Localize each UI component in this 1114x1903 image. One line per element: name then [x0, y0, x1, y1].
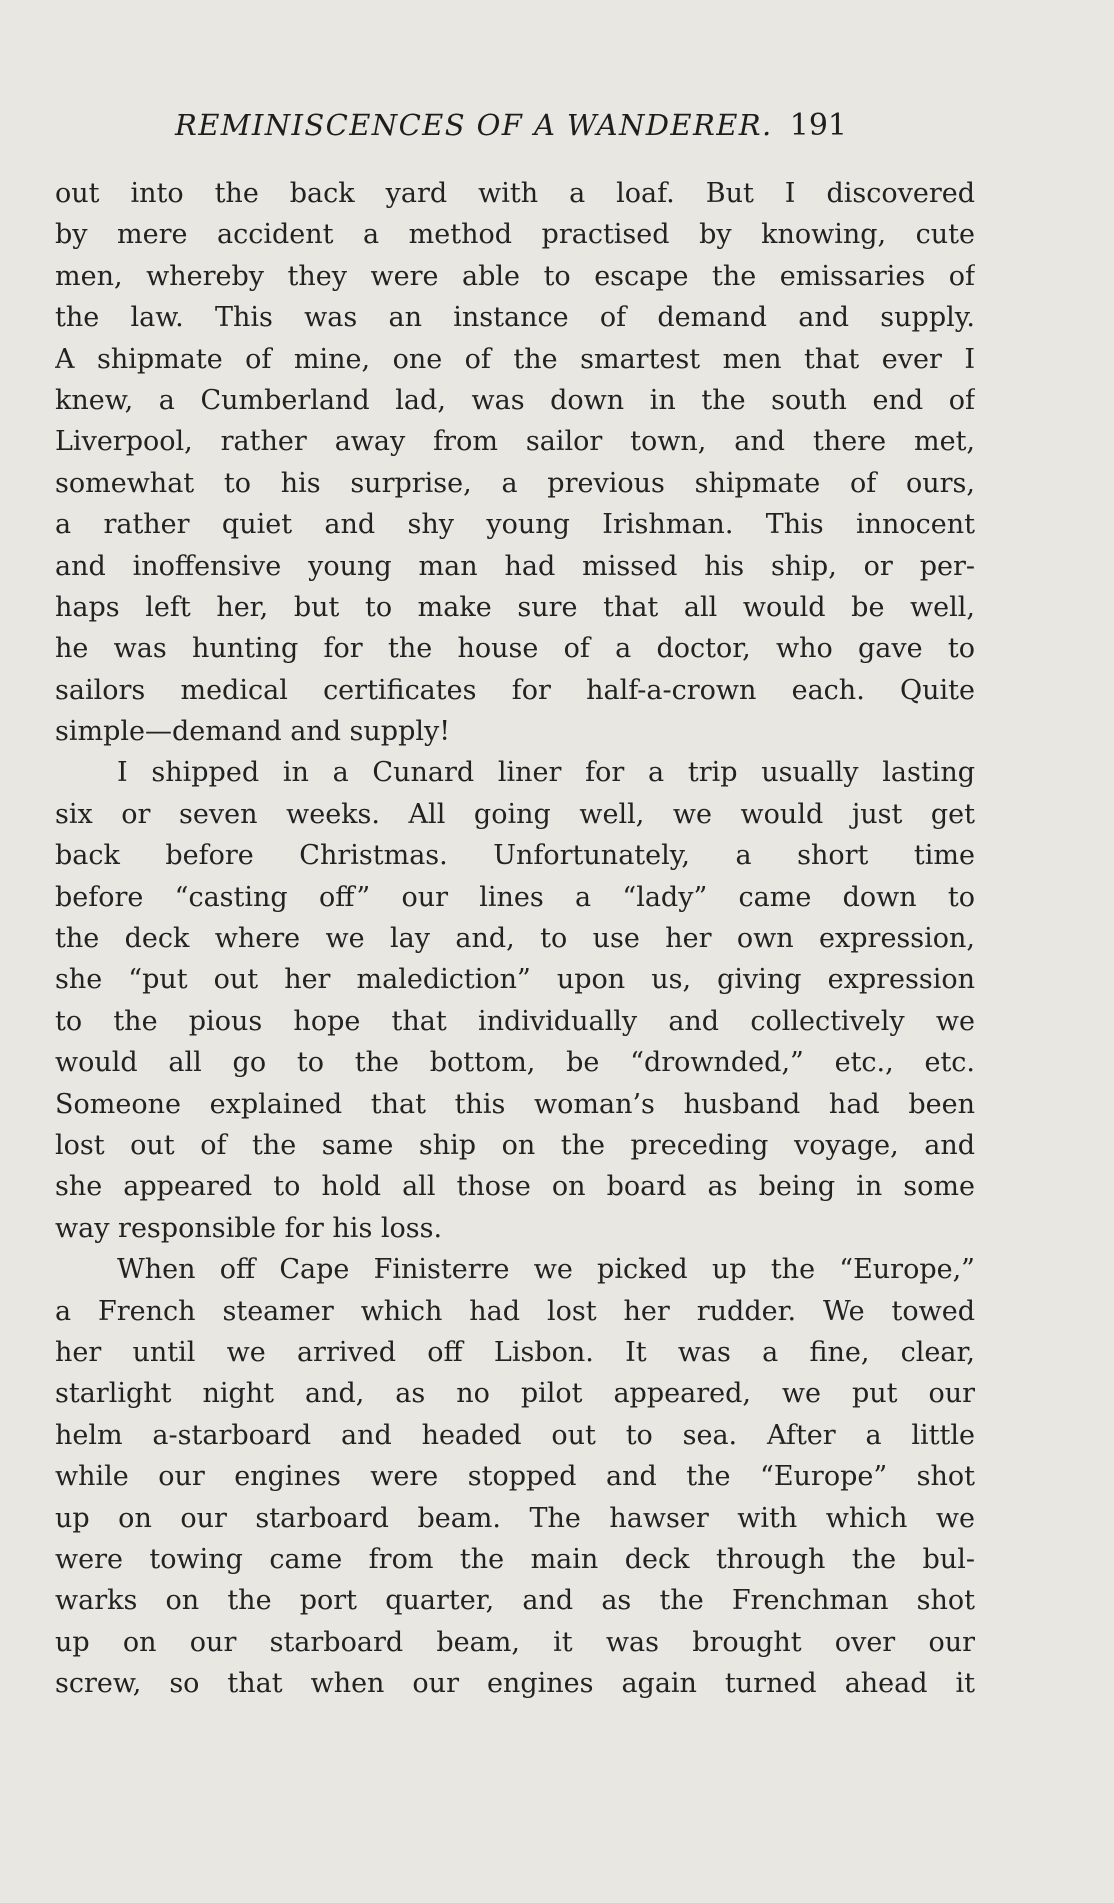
text-line: up on our starboard beam. The hawser with which we	[55, 1502, 975, 1534]
text-line: she “put out her malediction” upon us, giving expression	[55, 964, 975, 996]
text-line: men, whereby they were able to escape the emissaries of	[55, 260, 975, 292]
body-text	[55, 173, 975, 1704]
running-header	[175, 100, 847, 150]
text-line: the law. This was an instance of demand and supply.	[55, 302, 975, 334]
text-line: the deck where we lay and, to use her own expression,	[55, 923, 975, 955]
text-line: lost out of the same ship on the preceding voyage, and	[55, 1129, 975, 1161]
text-line: before “casting off” our lines a “lady” came down to	[55, 881, 975, 913]
text-line: screw, so that when our engines again turned ahead it	[55, 1668, 975, 1700]
page-number: 191	[789, 108, 847, 143]
text-line: warks on the port quarter, and as the Frenchman shot	[55, 1585, 975, 1617]
text-line: to the pious hope that individually and collectively we	[55, 1005, 975, 1037]
text-line: back before Christmas. Unfortunately, a short time	[55, 840, 975, 872]
text-line: up on our starboard beam, it was brought over our	[55, 1626, 975, 1658]
text-line: would all go to the bottom, be “drownded,” etc., etc.	[55, 1047, 975, 1079]
text-line: A shipmate of mine, one of the smartest men that ever I	[55, 343, 975, 375]
text-line: a rather quiet and shy young Irishman. This innocent	[55, 509, 975, 541]
text-line: When off Cape Finisterre we picked up the “Europe,”	[117, 1254, 975, 1286]
text-line: way responsible for his loss.	[55, 1212, 443, 1244]
text-line: sailors medical certificates for half-a-crown each. Quite	[55, 674, 975, 706]
text-line: haps left her, but to make sure that all would be well,	[55, 591, 975, 623]
text-line: and inoffensive young man had missed his ship, or per-	[55, 550, 975, 582]
text-line: six or seven weeks. All going well, we would just get	[55, 798, 975, 830]
text-line: out into the back yard with a loaf. But I discovered	[55, 178, 975, 209]
text-line: I shipped in a Cunard liner for a trip usually lasting	[117, 757, 975, 789]
text-line: her until we arrived off Lisbon. It was a fine, clear,	[55, 1336, 975, 1368]
text-line: helm a-starboard and headed out to sea. After a little	[55, 1419, 975, 1451]
text-line: knew, a Cumberland lad, was down in the south end of	[55, 384, 975, 416]
text-line: Liverpool, rather away from sailor town, and there met,	[55, 426, 975, 458]
text-line: by mere accident a method practised by knowing, cute	[55, 219, 975, 251]
running-title: REMINISCENCES OF A WANDERER.	[175, 108, 773, 142]
text-line: starlight night and, as no pilot appeared, we put our	[55, 1378, 975, 1410]
text-line: she appeared to hold all those on board as being in some	[55, 1171, 975, 1203]
text-line: simple—demand and supply!	[55, 716, 451, 748]
text-line: were towing came from the main deck through the bul-	[55, 1543, 975, 1575]
text-line: a French steamer which had lost her rudder. We towed	[55, 1295, 975, 1327]
text-line: while our engines were stopped and the “Europe” shot	[55, 1461, 975, 1493]
text-line: somewhat to his surprise, a previous shipmate of ours,	[55, 467, 975, 499]
text-line: he was hunting for the house of a doctor, who gave to	[55, 633, 975, 665]
text-line: Someone explained that this woman’s husband had been	[55, 1088, 975, 1120]
